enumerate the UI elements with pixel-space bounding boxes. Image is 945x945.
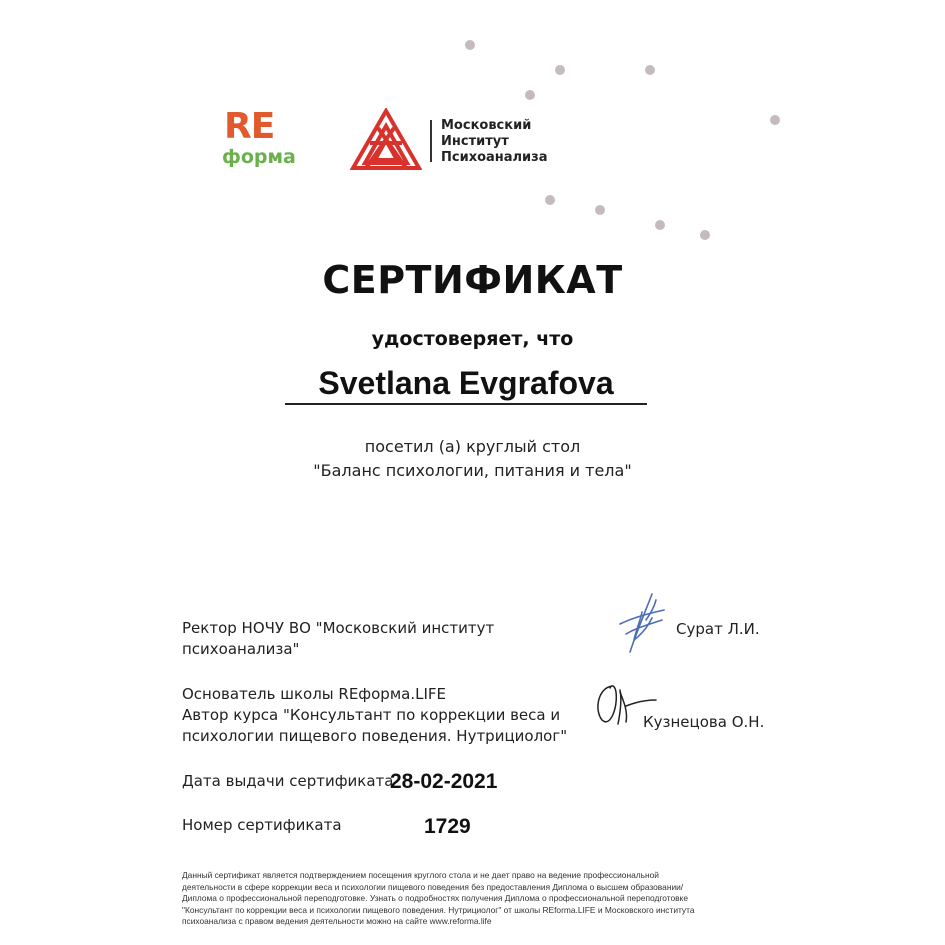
- logo-divider: [430, 120, 432, 162]
- institute-name-line: Институт: [441, 134, 509, 149]
- institute-name-line: Московский: [441, 118, 532, 133]
- reforma-logo-re: RE: [224, 106, 275, 147]
- recipient-underline: [285, 403, 647, 405]
- reforma-logo-forma: форма: [222, 146, 296, 168]
- founder-title-line: Основатель школы REформа.LIFE: [182, 685, 446, 703]
- rector-title: [182, 618, 512, 660]
- rector-title-line: психоанализа": [182, 640, 300, 658]
- reforma-logo: [222, 106, 302, 174]
- certificate-title: СЕРТИФИКАТ: [322, 258, 623, 302]
- disclaimer-line: деятельности в сфере коррекции веса и психологии пищевого поведения без предоставления Диплома о высшем образовании/: [182, 881, 684, 892]
- disclaimer-line: психоанализа с правом ведения деятельности можно на сайте www.reforma.life: [182, 916, 492, 927]
- certificate-number-label: Номер сертификата: [182, 816, 342, 834]
- founder-title-line: Автор курса "Консультант по коррекции веса и: [182, 706, 561, 724]
- disclaimer-line: Данный сертификат является подтверждением посещения круглого стола и не дает право на ведение профессиональной: [182, 870, 659, 880]
- founder-title: [182, 684, 582, 747]
- recipient-name: Svetlana Evgrafova: [318, 365, 614, 401]
- rector-name: Сурат Л.И.: [676, 620, 760, 638]
- disclaimer-line: "Консультант по коррекции веса и психологии пищевого поведения. Нутрициолог" от школы REforma.LIFE и Московского института: [182, 904, 695, 915]
- institute-name: [441, 118, 571, 166]
- issue-date-label: Дата выдачи сертификата: [182, 772, 394, 790]
- institute-logo-icon: [350, 108, 422, 172]
- certificate-subtitle: удостоверяет, что: [371, 328, 574, 350]
- founder-name: Кузнецова О.Н.: [643, 713, 765, 731]
- certificate-number-value: 1729: [424, 815, 471, 838]
- disclaimer: [182, 870, 782, 928]
- attendance-text: посетил (а) круглый стол: [364, 437, 581, 456]
- disclaimer-line: Диплома о профессиональной переподготовке. Узнать о подробностях получения Диплома о профессиональной переподготовке: [182, 893, 688, 904]
- founder-title-line: психологии пищевого поведения. Нутрициолог": [182, 727, 568, 745]
- rector-signature-icon: [612, 590, 676, 656]
- institute-name-line: Психоанализа: [441, 150, 548, 165]
- rector-title-line: Ректор НОЧУ ВО "Московский институт: [182, 619, 495, 637]
- issue-date-value: 28-02-2021: [390, 770, 498, 793]
- event-name: "Баланс психологии, питания и тела": [313, 461, 632, 480]
